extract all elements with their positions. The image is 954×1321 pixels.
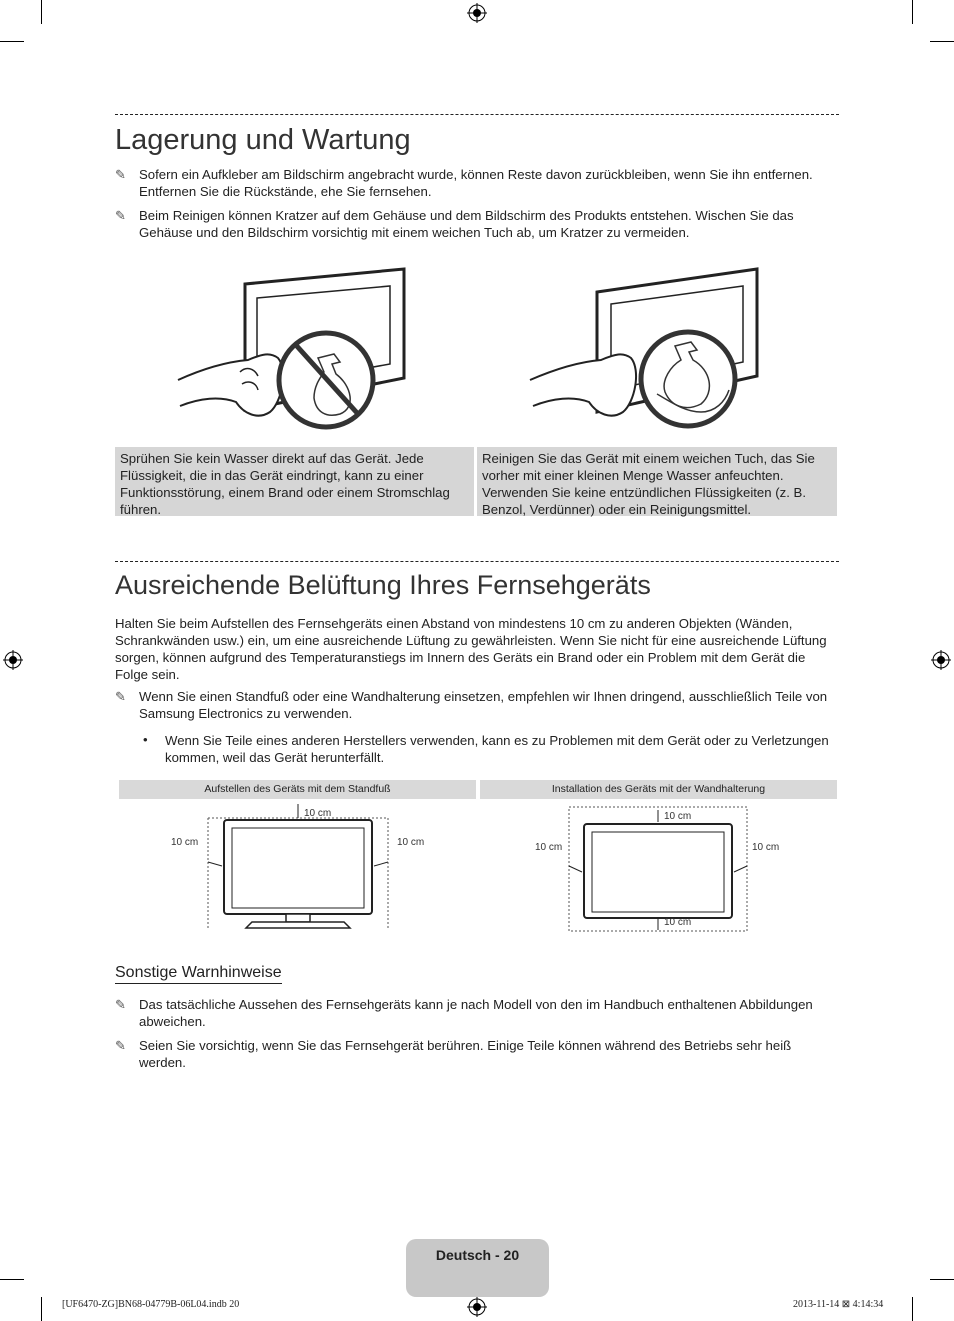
crop-mark [0,41,24,42]
note-text: Sofern ein Aufkleber am Bildschirm angebracht wurde, können Reste davon zurückbleiben, wenn Sie ihn entfernen. Entfernen Sie die Rückstände, ehe Sie fernsehen. [139,167,813,199]
crop-mark [912,0,913,24]
dimension-label: 10 cm [397,837,425,848]
pencil-note-icon: ✎ [115,1038,126,1053]
section-title: Ausreichende Belüftung Ihres Fernsehgeräts [115,570,651,600]
registration-mark-icon [467,3,487,23]
crop-mark [930,1279,954,1280]
crop-mark [912,1297,913,1321]
print-info-right: 2013-11-14 ⊠ 4:14:34 [793,1299,884,1310]
pencil-note-icon: ✎ [115,167,126,182]
note-text: Wenn Sie einen Standfuß oder eine Wandhalterung einsetzen, empfehlen wir Ihnen dringend, ausschließlich Teile von Samsung Electronics zu verwenden. [139,689,828,721]
diagram-title-wall: Installation des Geräts mit der Wandhalterung [480,780,837,799]
registration-mark-icon [467,1297,487,1317]
print-info-left: [UF6470-ZG]BN68-04779B-06L04.indb 20 [62,1299,240,1310]
dimension-label: 10 cm [535,842,563,853]
bullet-icon: • [143,732,148,747]
crop-mark [41,0,42,24]
bullet-text: Wenn Sie Teile eines anderen Herstellers verwenden, kann es zu Problemen mit dem Gerät oder zu Verletzungen kommen, weil das Gerät herunterfällt. [165,733,829,765]
diagram-wall [530,800,790,935]
diagram-title-stand: Aufstellen des Geräts mit dem Standfuß [119,780,476,799]
section-title: Lagerung und Wartung [115,124,411,156]
illustration-no-spray [170,262,420,432]
diagram-stand [160,800,420,935]
page-number-tab [406,1239,549,1297]
dimension-label: 10 cm [171,837,199,848]
note-text: Beim Reinigen können Kratzer auf dem Gehäuse und dem Bildschirm des Produkts entstehen. Wischen Sie das Gehäuse und den Bildschirm vorsichtig mit einem weichen Tuch ab, um Kratzer zu vermeiden. [139,208,794,240]
paragraph: Halten Sie beim Aufstellen des Fernsehgeräts einen Abstand von mindestens 10 cm zu anderen Objekten (Wänden, Schrankwänden usw.) ein, um eine ausreichende Lüftung zu gewährleisten. Wenn Sie nicht für eine ausreichende Lüftung sorgen, können aufgrund des Temperaturanstiegs im Innern des Geräts ein Brand oder ein Problem mit dem Gerät die Folge sein. [115,616,827,682]
dimension-label: 10 cm [664,811,692,822]
pencil-note-icon: ✎ [115,208,126,223]
page-number: Deutsch - 20 [435,1247,520,1263]
caption-warning: Sprühen Sie kein Wasser direkt auf das Gerät. Jede Flüssigkeit, die in das Gerät eindringt, kann zu einer Funktionsstörung, einem Brand oder einem Stromschlag führen. [115,447,474,516]
dimension-label: 10 cm [304,808,332,819]
section-divider [115,561,839,562]
note-text: Das tatsächliche Aussehen des Fernsehgeräts kann je nach Modell von den im Handbuch enthaltenen Abbildungen abweichen. [139,997,813,1029]
illustration-damp-cloth [525,262,775,432]
registration-mark-icon [931,650,951,670]
caption-instruction: Reinigen Sie das Gerät mit einem weichen Tuch, das Sie vorher mit einer kleinen Menge Wasser anfeuchten. Verwenden Sie keine entzündlichen Flüssigkeiten (z. B. Benzol, Verdünner) oder ein Reinigungsmittel. [477,447,837,516]
crop-mark [41,1297,42,1321]
note-text: Seien Sie vorsichtig, wenn Sie das Fernsehgerät berühren. Einige Teile können während des Betriebs sehr heiß werden. [139,1038,792,1070]
pencil-note-icon: ✎ [115,997,126,1012]
crop-mark [0,1279,24,1280]
crop-mark [930,41,954,42]
dimension-label: 10 cm [664,917,692,928]
pencil-note-icon: ✎ [115,689,126,704]
subsection-title: Sonstige Warnhinweise [115,963,282,984]
dimension-label: 10 cm [752,842,780,853]
section-divider [115,114,839,115]
registration-mark-icon [3,650,23,670]
